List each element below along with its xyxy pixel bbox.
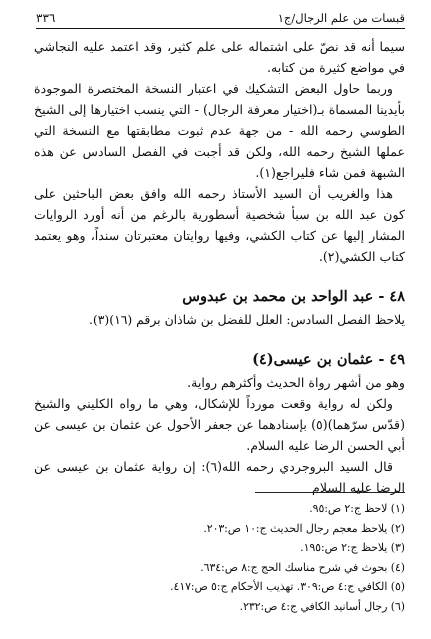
page-header [36,10,405,29]
body-paragraph: قال السيد البروجردي رحمه الله(٦): إن رواية عثمان بن عيسى عن الرضا عليه السلام [34,459,405,495]
running-title: قبسات من علم الرجال/ج١ [277,11,405,25]
page-number: ٣٣٦ [36,11,56,25]
section-48-note: يلاحظ الفصل السادس: العلل للفضل بن شاذان برقم (١٦)(٣). [88,312,405,327]
page-body [34,36,405,498]
footnote-divider [255,492,405,493]
footnote: (٣) يلاحظ ج:٢ ص:١٩٥. [300,541,405,554]
section-heading-48: ٤٨ - عبد الواحد بن محمد بن عبدوس [182,288,405,305]
body-paragraph: وربما حاول البعض التشكيك في اعتبار النسخة المختصرة الموجودة بأيدينا المسماة بـ(اختيار معرفة الرجال) - التي ينسب اختيارها إلى الشيخ الطوسي رحمه الله - من جهة عدم ثبوت مطابقتها مع النسخة التي عملها الشيخ رحمه الله، ولكن قد أجبت في الفصل السادس عن هذه الشبهة فمن شاء فليراجع(١). [34,81,405,180]
body-paragraph: سيما أنه قد نصّ على اشتماله على علم كثير، وقد اعتمد عليه النجاشي في مواضع كثيرة من كتابه. [34,39,405,75]
body-paragraph: هذا والغريب أن السيد الأستاذ رحمه الله وافق بعض الباحثين على كون عبد الله بن سبأ شخصية أسطورية بالرغم من أنه أورد الروايات المشار إليها عن كتاب الكشي، وفيها روايتان معتبرتان سنداً، وهو يعتمد كتاب الكشي(٢). [34,186,405,264]
section-heading-49: ٤٩ - عثمان بن عيسى(٤) [252,351,405,368]
footnote: (٦) رجال أسانيد الكافي ج:٤ ص:٢٣٢. [239,599,405,613]
body-paragraph: ولكن له رواية وقعت مورداً للإشكال، وهي ما رواه الكليني والشيخ (قدّس سرّهما)(٥) بإسنادهما عن جعفر الأحول عن عثمان بن عيسى عن أبي الحسن الرضا عليه السلام. [34,396,405,453]
footnote: (٥) الكافي ج:٤ ص:٣٠٩. تهذيب الأحكام ج:٥ ص:٤١٧. [170,580,405,593]
body-paragraph: وهو من أشهر رواة الحديث وأكثرهم رواية. [187,375,405,390]
footnote: (٢) يلاحظ معجم رجال الحديث ج:١٠ ص:٢٠٣. [203,521,405,535]
footnotes [34,492,405,616]
footnote: (٤) بحوث في شرح مناسك الحج ج:٨ ص:٦٣٤. [200,560,405,574]
footnote: (١) لاحظ ج:٢ ص:٩٥. [309,502,405,515]
